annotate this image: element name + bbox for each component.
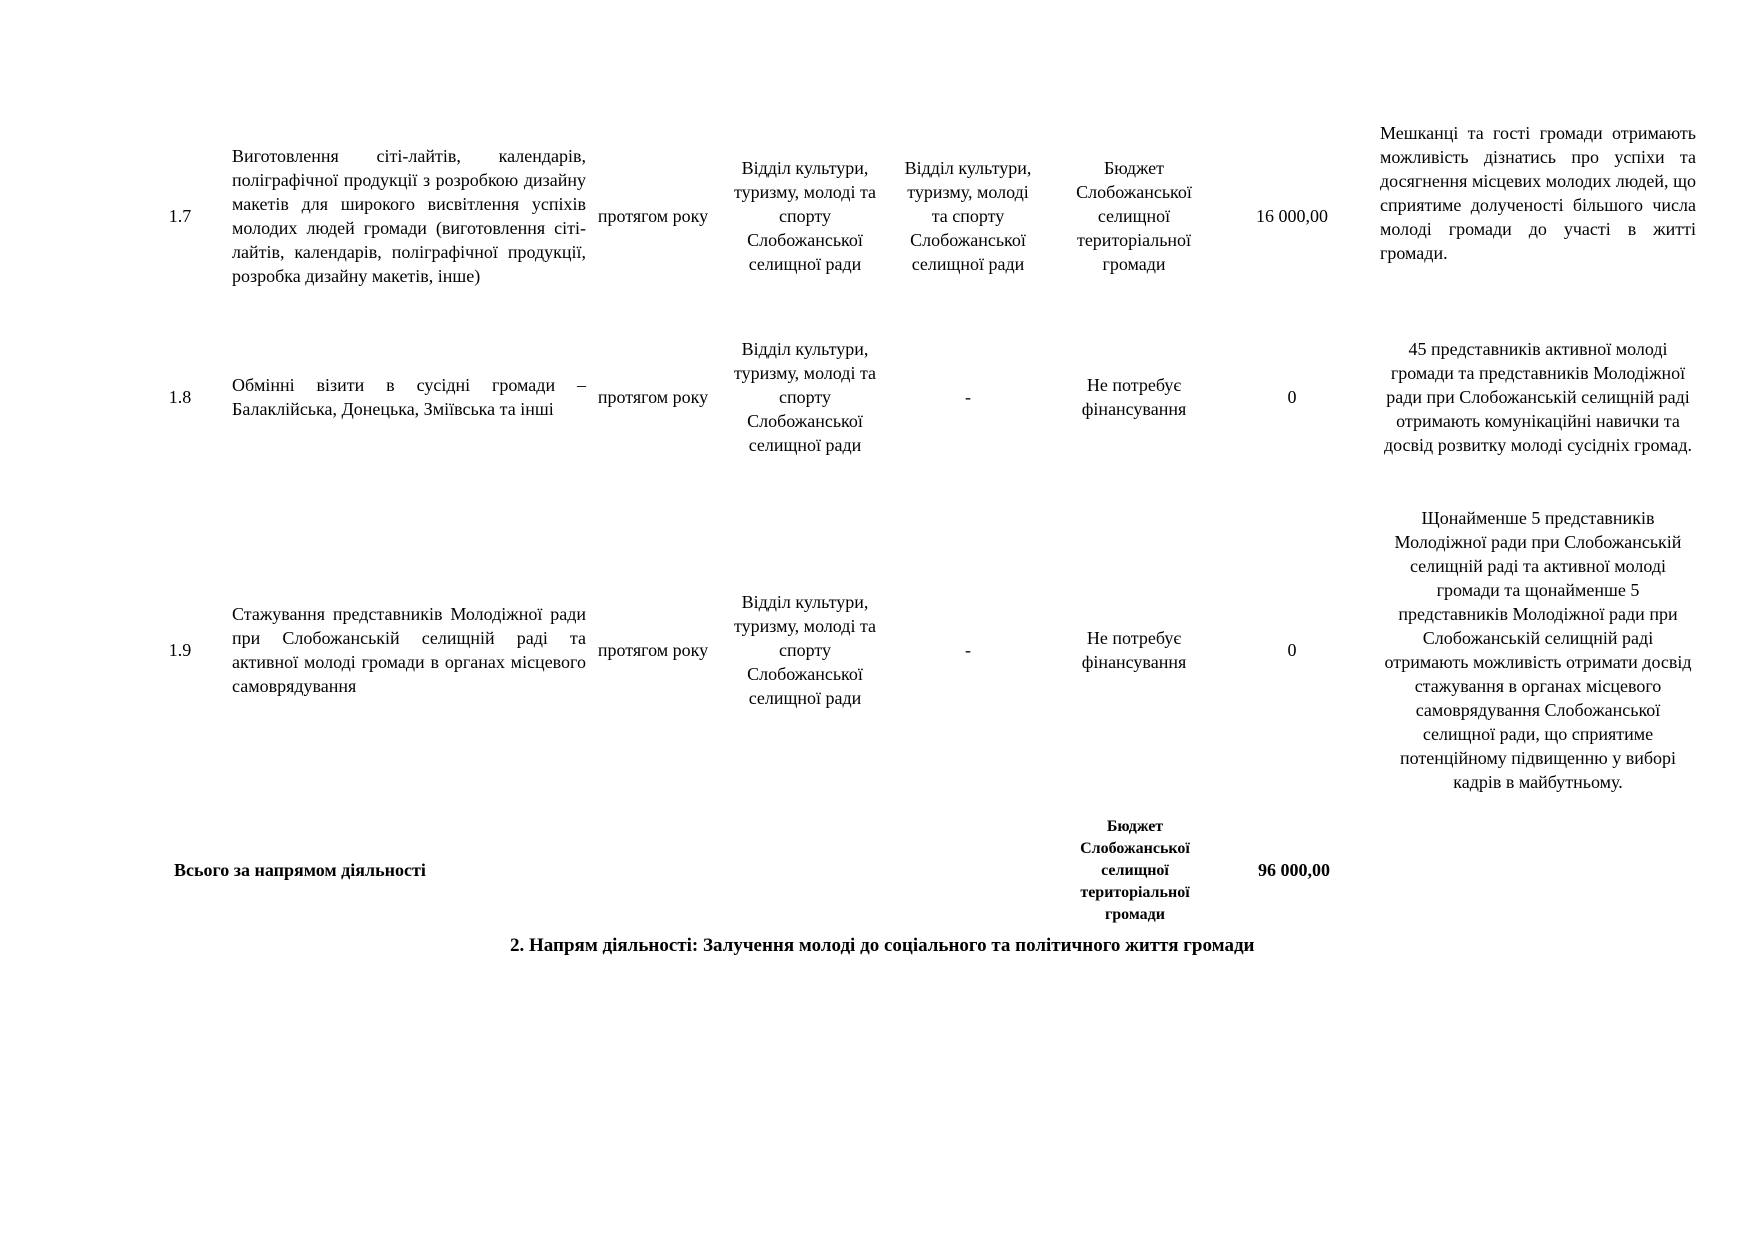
row-executor: Відділ культури, туризму, молоді та спорту Слобожанської селищної ради	[733, 592, 877, 708]
row-executor: Відділ культури, туризму, молоді та спорту Слобожанської селищної ради	[733, 339, 877, 455]
row-term: протягом року	[597, 206, 709, 226]
row-number: 1.7	[168, 206, 192, 226]
row-description: Обмінні візити в сусідні громади – Балаклійська, Донецька, Зміївська та інші	[232, 375, 586, 419]
row-co-executor: -	[965, 387, 971, 407]
row-description: Стажування представників Молодіжної ради при Слобожанській селищній раді та активної молоді громади в органах місцевого самоврядування	[232, 604, 586, 696]
row-amount: 16 000,00	[1256, 206, 1328, 226]
row-number: 1.8	[168, 387, 192, 407]
row-amount: 0	[1287, 387, 1297, 407]
table-row	[0, 118, 1754, 314]
row-funding-source: Не потребує фінансування	[1081, 628, 1187, 672]
row-expected-result: Щонайменше 5 представників Молодіжної ради при Слобожанській селищній раді та активної молоді громади та щонайменше 5 представників Молодіжної ради при Слобожанській селищній раді отримають можливість отримати досвід стажування в органах місцевого самоврядування Слобожанської селищної ради, що сприятиме потенційному підвищенню у виборі кадрів в майбутньому.	[1384, 508, 1692, 792]
table-row	[0, 482, 1754, 818]
row-funding-source: Не потребує фінансування	[1081, 375, 1187, 419]
row-funding-source: Бюджет Слобожанської селищної територіальної громади	[1076, 158, 1192, 274]
row-executor: Відділ культури, туризму, молоді та спорту Слобожанської селищної ради	[733, 158, 877, 274]
row-expected-result: 45 представників активної молоді громади та представників Молодіжної ради при Слобожанській селищній раді отримають комунікаційні навички та досвід розвитку молоді сусідніх громад.	[1383, 339, 1693, 455]
row-number: 1.9	[168, 640, 192, 660]
table-row	[0, 310, 1754, 484]
row-description: Виготовлення сіті-лайтів, календарів, поліграфічної продукції з розробкою дизайну макетів для широкого висвітлення успіхів молодих людей громади (виготовлення сіті-лайтів, календарів, поліграфічної продукції, розробка дизайну макетів, інше)	[232, 146, 586, 286]
total-funding-source: Бюджет Слобожанської селищної територіальної громади	[1080, 818, 1190, 923]
row-co-executor: Відділ культури, туризму, молоді та спорту Слобожанської селищної ради	[904, 158, 1032, 274]
total-label: Всього за напрямом діяльності	[174, 860, 426, 880]
row-term: протягом року	[597, 640, 709, 660]
row-amount: 0	[1287, 640, 1297, 660]
row-expected-result: Мешканці та гості громади отримають можливість дізнатись про успіхи та досягнення місцевих молодих людей, що сприятиме долученості більшого числа молоді громади до участі в житті громади.	[1380, 123, 1696, 263]
row-term: протягом року	[597, 387, 709, 407]
section-heading: 2. Напрям діяльності: Залучення молоді до соціального та політичного життя громади	[510, 935, 1255, 956]
total-amount: 96 000,00	[1258, 860, 1330, 880]
row-co-executor: -	[965, 640, 971, 660]
